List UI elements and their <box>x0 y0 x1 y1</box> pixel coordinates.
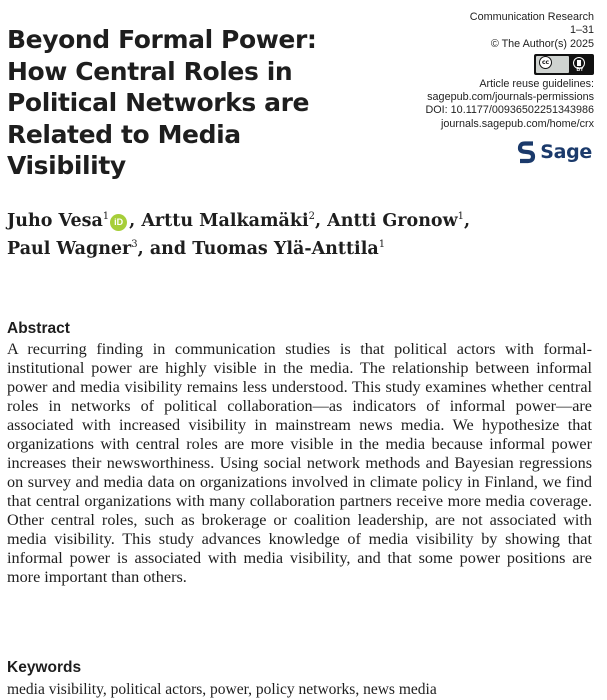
affiliation-number: 1 <box>102 211 110 222</box>
orcid-icon[interactable]: iD <box>110 214 127 231</box>
title-line: Related to Media Visibility <box>7 119 241 180</box>
author-name: Tuomas Ylä-Anttila <box>192 239 379 259</box>
cc-by-license-icon[interactable] <box>534 54 594 75</box>
copyright: © The Author(s) 2025 <box>490 37 594 50</box>
author-separator: , <box>314 211 322 231</box>
title-line: How Central Roles in <box>7 56 293 86</box>
affiliation-number: 1 <box>457 211 465 222</box>
sage-s-icon <box>517 140 536 164</box>
author-name: Arttu Malkamäki <box>141 211 309 231</box>
author-separator: , <box>464 211 471 231</box>
reuse-label: Article reuse guidelines: <box>479 77 594 90</box>
title-line: Political Networks are <box>7 88 310 117</box>
cc-icon: cc <box>539 56 552 69</box>
keywords-heading: Keywords <box>7 659 82 676</box>
abstract-text: A recurring finding in communication studies is that political actors with formal-institutional power are highly visible in the media. The relationship between informal power and media visibility remains less understood. This study examines whether central roles in networks of political collaboration—as indicators of informal power—are associated with increased visibility in mainstream news media. We hypothesize that organizations with central roles are more visible in the media because informal power increases their newsworthiness. Using social network methods and Bayesian regressions on survey and media data on organizations involved in climate policy in Finland, we find that central organizations with many collaboration partners receive more media coverage. Other central roles, such as brokerage or coalition leadership, are not associated with media visibility. This study advances knowledge of media visibility by showing that informal power is associated with media visibility, and that some power positions are more important than others. <box>7 340 592 586</box>
affiliation-number: 3 <box>131 239 138 250</box>
author-name: Paul Wagner <box>7 239 132 259</box>
author-name: Juho Vesa <box>7 211 103 231</box>
by-label: BY <box>576 66 584 73</box>
publisher-name: Sage <box>540 141 592 163</box>
affiliation-number: 1 <box>378 239 386 250</box>
page-range: 1–31 <box>569 24 594 37</box>
article-title <box>7 24 367 182</box>
keywords-text: media visibility, political actors, power, policy networks, news media <box>7 681 437 698</box>
author-list <box>7 207 567 263</box>
abstract-heading: Abstract <box>7 320 70 337</box>
reuse-link[interactable]: sagepub.com/journals-permissions <box>427 91 594 104</box>
journal-name: Communication Research <box>469 11 594 23</box>
journal-link[interactable]: journals.sagepub.com/home/crx <box>440 117 594 130</box>
publisher-logo <box>517 139 592 165</box>
doi[interactable]: DOI: 10.1177/00936502251343986 <box>425 104 594 117</box>
author-separator: , <box>129 211 136 231</box>
journal-meta <box>334 11 594 131</box>
author-name: Antti Gronow <box>327 211 458 231</box>
title-line: Beyond Formal Power: <box>7 25 317 54</box>
affiliation-number: 2 <box>308 211 315 222</box>
author-separator: , and <box>137 239 187 259</box>
